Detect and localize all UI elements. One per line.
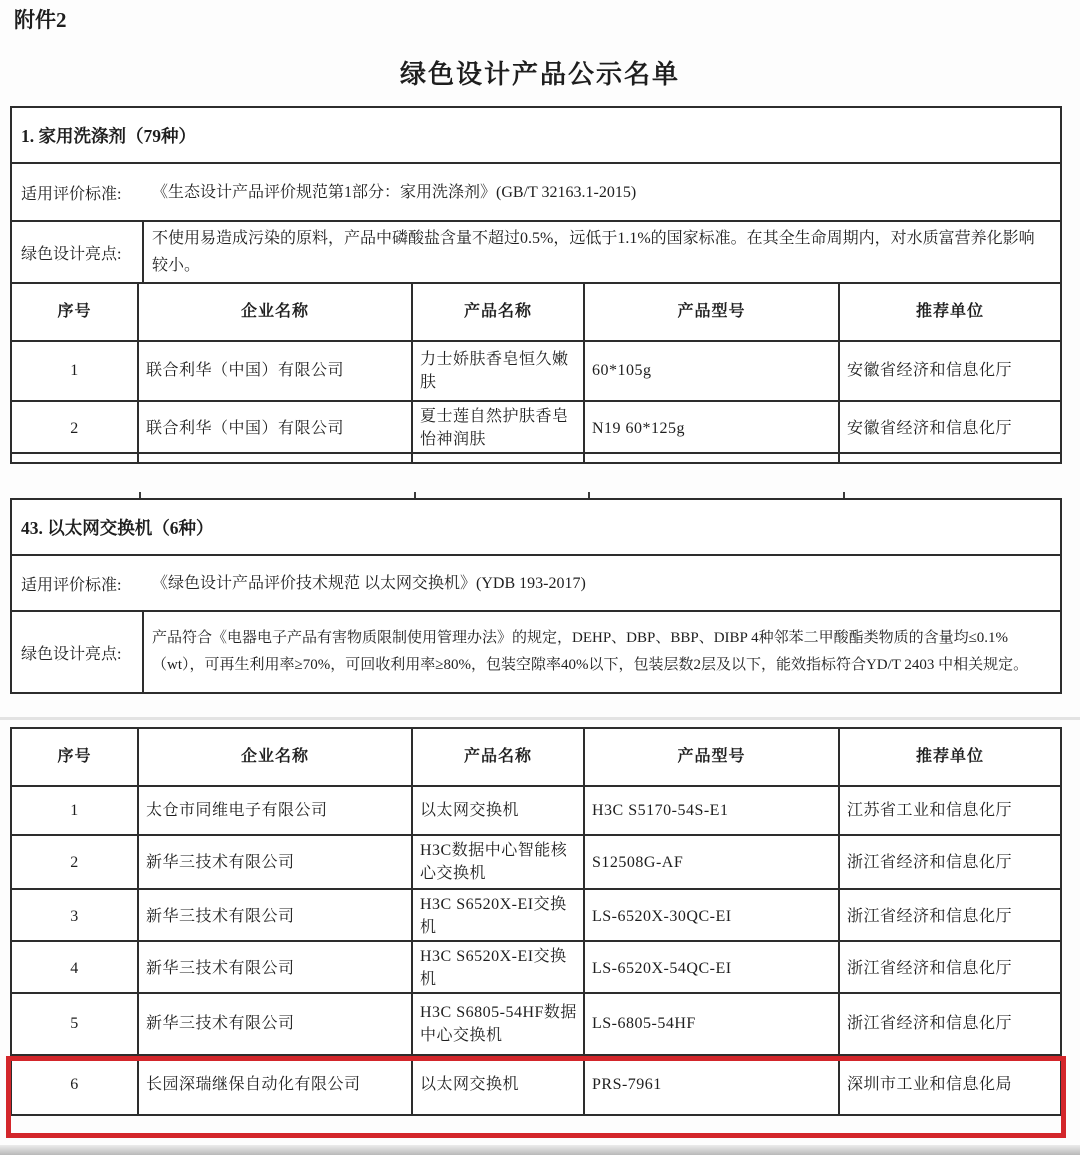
section-detergents bbox=[10, 106, 1062, 464]
cell-recommender: 浙江省经济和信息化厅 bbox=[847, 1015, 1013, 1033]
page-separator bbox=[0, 717, 1080, 720]
cell-seq: 1 bbox=[12, 787, 139, 834]
cell-model: N19 60*125g bbox=[585, 402, 840, 454]
cell-company: 太仓市同维电子有限公司 bbox=[139, 787, 413, 834]
cell-product: 夏士莲自然护肤香皂怡神润肤 bbox=[413, 402, 585, 454]
highlight-label: 绿色设计亮点: bbox=[12, 222, 144, 282]
cell-company: 联合利华（中国）有限公司 bbox=[139, 402, 413, 454]
column-header-product: 产品名称 bbox=[413, 729, 585, 785]
cell-model: S12508G-AF bbox=[585, 836, 840, 888]
highlight-text: 不使用易造成污染的原料，产品中磷酸盐含量不超过0.5%，远低于1.1%的国家标准。在其全生命周期内，对水质富营养化影响较小。 bbox=[152, 230, 1035, 274]
cell-seq: 2 bbox=[12, 836, 139, 888]
highlight-text: 产品符合《电器电子产品有害物质限制使用管理办法》的规定，DEHP、DBP、BBP、DIBP 4种邻苯二甲酸酯类物质的含量均≤0.1%（wt），可再生利用率≥70%，可回收利用率≥80%，包装空隙率40%以下，包装层数2层及以下，能效指标符合YD/T 2403 中相关规定。 bbox=[152, 630, 1029, 673]
page-title: 绿色设计产品公示名单 bbox=[399, 60, 680, 89]
cell-product: H3C S6520X-EI交换机 bbox=[413, 890, 585, 942]
cell-recommender: 安徽省经济和信息化厅 bbox=[847, 362, 1013, 380]
highlight-label: 绿色设计亮点: bbox=[12, 612, 144, 692]
section-heading: 43. 以太网交换机（6种） bbox=[21, 517, 214, 538]
standard-text: 《绿色设计产品评价技术规范 以太网交换机》(YDB 193-2017) bbox=[152, 574, 586, 592]
column-header-company: 企业名称 bbox=[139, 729, 413, 785]
table-row bbox=[12, 340, 1060, 400]
highlight-row bbox=[12, 610, 1060, 692]
cell-seq: 3 bbox=[12, 890, 139, 942]
cell-company: 新华三技术有限公司 bbox=[139, 994, 413, 1054]
standard-label: 适用评价标准: bbox=[21, 185, 122, 203]
cell-product: H3C S6805-54HF数据中心交换机 bbox=[413, 994, 585, 1054]
cell-recommender: 安徽省经济和信息化厅 bbox=[847, 419, 1013, 437]
cell-model: PRS-7961 bbox=[585, 1056, 840, 1114]
standard-row bbox=[12, 162, 1060, 220]
cell-product: 力士娇肤香皂恒久嫩肤 bbox=[413, 342, 585, 400]
standard-row bbox=[12, 554, 1060, 610]
column-header-seq: 序号 bbox=[12, 284, 139, 340]
table-row bbox=[12, 940, 1060, 992]
standard-label: 适用评价标准: bbox=[21, 576, 122, 594]
cell-recommender: 江苏省工业和信息化厅 bbox=[847, 801, 1013, 819]
attachment-label: 附件2 bbox=[14, 8, 67, 32]
table-row bbox=[12, 834, 1060, 888]
cell-recommender: 浙江省经济和信息化厅 bbox=[847, 959, 1013, 977]
cell-product: H3C S6520X-EI交换机 bbox=[413, 942, 585, 994]
standard-text: 《生态设计产品评价规范第1部分：家用洗涤剂》(GB/T 32163.1-2015) bbox=[152, 183, 637, 201]
table-row bbox=[12, 785, 1060, 834]
cell-company: 长园深瑞继保自动化有限公司 bbox=[139, 1056, 413, 1114]
cell-product: 以太网交换机 bbox=[413, 1056, 585, 1114]
column-header-seq: 序号 bbox=[12, 729, 139, 785]
cell-product: H3C数据中心智能核心交换机 bbox=[413, 836, 585, 888]
table-row bbox=[12, 992, 1060, 1054]
table-row bbox=[12, 400, 1060, 452]
cell-company: 联合利华（中国）有限公司 bbox=[139, 342, 413, 400]
table-row bbox=[12, 888, 1060, 940]
table-header-row bbox=[12, 282, 1060, 340]
cell-company: 新华三技术有限公司 bbox=[139, 942, 413, 994]
cell-model: LS-6520X-30QC-EI bbox=[585, 890, 840, 942]
cell-model: H3C S5170-54S-E1 bbox=[585, 787, 840, 834]
truncated-row bbox=[12, 452, 1060, 462]
cell-model: LS-6805-54HF bbox=[585, 994, 840, 1054]
cell-model: 60*105g bbox=[585, 342, 840, 400]
cell-recommender: 浙江省经济和信息化厅 bbox=[847, 853, 1013, 871]
cell-seq: 1 bbox=[12, 342, 139, 400]
column-header-product: 产品名称 bbox=[413, 284, 585, 340]
section-ethernet-switches bbox=[10, 498, 1062, 694]
column-header-recommender: 推荐单位 bbox=[915, 303, 984, 321]
cell-seq: 6 bbox=[12, 1056, 139, 1114]
cell-company: 新华三技术有限公司 bbox=[139, 836, 413, 888]
column-header-model: 产品型号 bbox=[585, 729, 840, 785]
highlight-box bbox=[6, 1056, 1066, 1138]
highlight-row bbox=[12, 220, 1060, 282]
scan-edge-shadow bbox=[0, 1145, 1080, 1155]
section-heading: 1. 家用洗涤剂（79种） bbox=[21, 125, 196, 146]
cell-recommender: 深圳市工业和信息化局 bbox=[847, 1076, 1013, 1094]
column-header-company: 企业名称 bbox=[139, 284, 413, 340]
column-header-model: 产品型号 bbox=[585, 284, 840, 340]
cell-seq: 5 bbox=[12, 994, 139, 1054]
cell-product: 以太网交换机 bbox=[413, 787, 585, 834]
cell-company: 新华三技术有限公司 bbox=[139, 890, 413, 942]
cell-seq: 2 bbox=[12, 402, 139, 454]
cell-recommender: 浙江省经济和信息化厅 bbox=[847, 907, 1013, 925]
cell-seq: 4 bbox=[12, 942, 139, 994]
table-header-row bbox=[12, 729, 1060, 785]
column-header-recommender: 推荐单位 bbox=[915, 748, 984, 766]
cell-model: LS-6520X-54QC-EI bbox=[585, 942, 840, 994]
